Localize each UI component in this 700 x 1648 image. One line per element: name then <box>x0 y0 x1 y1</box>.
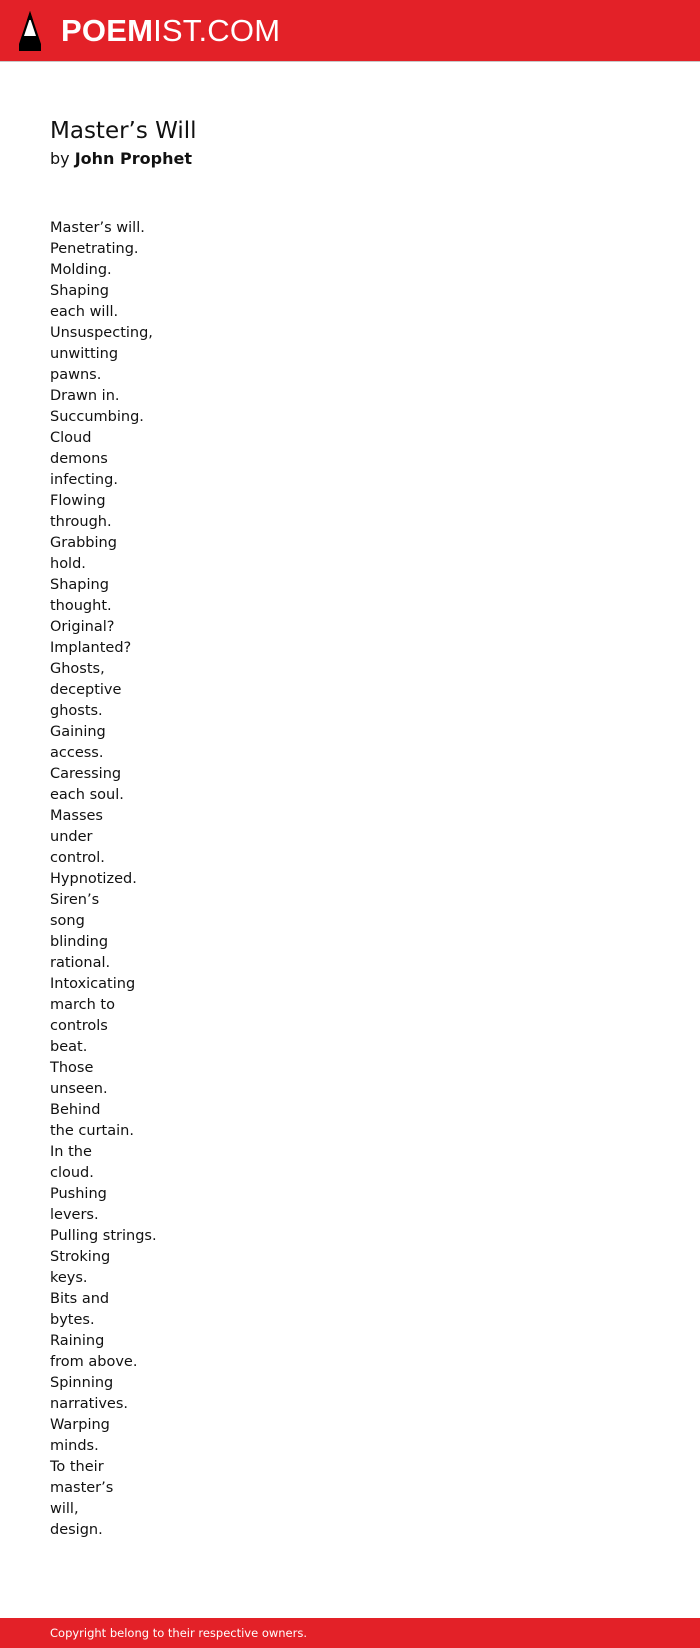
poem-line: Penetrating. <box>50 241 139 257</box>
poem-line: keys. <box>50 1270 88 1286</box>
poem-line: Shaping <box>50 283 109 299</box>
poem-line: demons <box>50 451 108 467</box>
poem-line: hold. <box>50 556 86 572</box>
by-label: by <box>50 149 70 168</box>
poem-line: song <box>50 913 85 929</box>
poem-header <box>50 115 650 170</box>
site-logo-link[interactable] <box>17 10 280 51</box>
poem-line: master’s <box>50 1480 114 1496</box>
site-header <box>0 0 700 62</box>
poem-line: minds. <box>50 1438 99 1454</box>
poem-line: Master’s will. <box>50 220 145 236</box>
poem-line: Molding. <box>50 262 112 278</box>
author-name: John Prophet <box>74 149 192 168</box>
poem-line: will, <box>50 1501 79 1517</box>
poem-line: unwitting <box>50 346 119 362</box>
poem-line: each soul. <box>50 787 124 803</box>
poem-line: Caressing <box>50 766 122 782</box>
poem-line: cloud. <box>50 1165 94 1181</box>
poem-line: controls <box>50 1018 108 1034</box>
poem-line: ghosts. <box>50 703 103 719</box>
poem-line: Succumbing. <box>50 409 144 425</box>
poem-line: To their <box>50 1459 104 1475</box>
poem-line: the curtain. <box>50 1123 134 1139</box>
poem-line: Implanted? <box>50 640 132 656</box>
copyright-text: Copyright belong to their respective owners. <box>50 1626 308 1640</box>
poem-line: bytes. <box>50 1312 95 1328</box>
poem-line: Those <box>50 1060 94 1076</box>
poem-line: Flowing <box>50 493 106 509</box>
brand-wordmark <box>61 10 280 51</box>
poem-line: under <box>50 829 93 845</box>
poem-line: Stroking <box>50 1249 111 1265</box>
pencil-icon <box>17 10 43 51</box>
poem-line: control. <box>50 850 105 866</box>
poem-line: Shaping <box>50 577 109 593</box>
poem-line: deceptive <box>50 682 122 698</box>
poem-line: thought. <box>50 598 112 614</box>
poem-line: narratives. <box>50 1396 129 1412</box>
poem-line: each will. <box>50 304 119 320</box>
poem-line: Behind <box>50 1102 101 1118</box>
poem-line: Spinning <box>50 1375 114 1391</box>
poem-line: Hypnotized. <box>50 871 137 887</box>
brand-bold: POEM <box>61 13 154 48</box>
poem-line: pawns. <box>50 367 102 383</box>
poem-line: beat. <box>50 1039 88 1055</box>
poem-line: Bits and <box>50 1291 110 1307</box>
poem-line: unseen. <box>50 1081 108 1097</box>
poem-body <box>50 218 230 1541</box>
poem-line: Unsuspecting, <box>50 325 153 341</box>
poem-line: Raining <box>50 1333 105 1349</box>
poem-title: Master’s Will <box>50 118 197 144</box>
poem-line: access. <box>50 745 104 761</box>
poem-line: blinding <box>50 934 109 950</box>
poem-line: Pulling strings. <box>50 1228 157 1244</box>
poem-line: Grabbing <box>50 535 117 551</box>
poem-line: Drawn in. <box>50 388 120 404</box>
poem-line: levers. <box>50 1207 99 1223</box>
byline <box>50 148 650 170</box>
site-footer <box>0 1618 700 1648</box>
poem-line: Gaining <box>50 724 106 740</box>
poem-line: Original? <box>50 619 115 635</box>
poem-line: Masses <box>50 808 103 824</box>
brand-light: IST.COM <box>153 13 281 48</box>
poem-line: Siren’s <box>50 892 100 908</box>
poem-line: from above. <box>50 1354 138 1370</box>
poem-line: In the <box>50 1144 92 1160</box>
poem-line: Pushing <box>50 1186 107 1202</box>
poem-line: Warping <box>50 1417 110 1433</box>
poem-line: design. <box>50 1522 103 1538</box>
poem-line: march to <box>50 997 115 1013</box>
poem-line: rational. <box>50 955 111 971</box>
poem-line: through. <box>50 514 112 530</box>
poem-line: Ghosts, <box>50 661 105 677</box>
poem-line: infecting. <box>50 472 118 488</box>
poem-line: Intoxicating <box>50 976 136 992</box>
poem-line: Cloud <box>50 430 92 446</box>
